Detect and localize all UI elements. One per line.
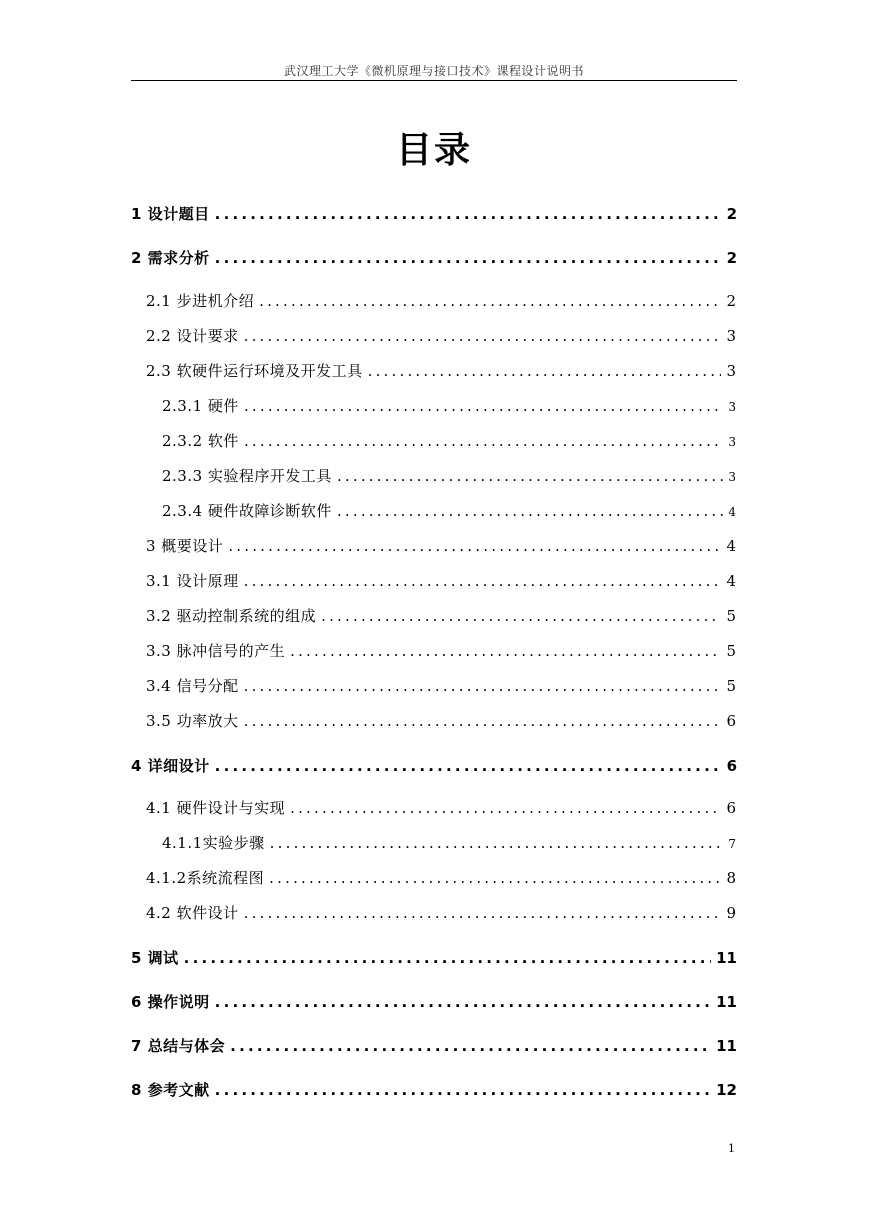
- toc-dot-leader: [290, 799, 721, 817]
- toc-entry-page: 3: [728, 470, 736, 484]
- toc-entry-label: 5 调试: [131, 949, 179, 967]
- toc-entry-page: 11: [716, 949, 737, 967]
- toc-entry-label: 3.4 信号分配: [146, 677, 239, 695]
- toc-dot-leader: [368, 362, 722, 380]
- toc-entry-2-3[interactable]: [146, 360, 736, 381]
- toc-entry-label: 8 参考文献: [131, 1081, 210, 1099]
- toc-entry-page: 2: [726, 205, 737, 223]
- toc-entry-2-1[interactable]: [146, 290, 736, 311]
- toc-entry-page: 4: [726, 572, 736, 590]
- toc-entry-2-3-4[interactable]: [162, 500, 736, 521]
- toc-entry-page: 3: [728, 435, 736, 449]
- toc-entry-2[interactable]: [131, 247, 737, 268]
- toc-entry-page: 5: [726, 642, 736, 660]
- toc-dot-leader: [184, 949, 711, 967]
- toc-entry-3-1[interactable]: [146, 570, 736, 591]
- toc-entry-3-4[interactable]: [146, 675, 736, 696]
- toc-entry-7[interactable]: [131, 1035, 737, 1056]
- toc-entry-3-2[interactable]: [146, 605, 736, 626]
- page-number: 1: [728, 1142, 735, 1155]
- toc-entry-page: 11: [716, 1037, 737, 1055]
- toc-entry-page: 4: [726, 537, 736, 555]
- toc-dot-leader: [215, 205, 722, 223]
- toc-dot-leader: [228, 537, 721, 555]
- toc-entry-page: 11: [716, 993, 737, 1011]
- toc-entry-3-3[interactable]: [146, 640, 736, 661]
- toc-dot-leader: [321, 607, 721, 625]
- toc-entry-label: 2 需求分析: [131, 249, 210, 267]
- toc-entry-label: 2.3 软硬件运行环境及开发工具: [146, 362, 363, 380]
- running-header: 武汉理工大学《微机原理与接口技术》课程设计说明书: [283, 64, 584, 78]
- toc-dot-leader: [215, 757, 722, 775]
- toc-entry-label: 3.2 驱动控制系统的组成: [146, 607, 317, 625]
- toc-dot-leader: [215, 249, 722, 267]
- toc-dot-leader: [337, 467, 723, 485]
- toc-dot-leader: [215, 1081, 711, 1099]
- toc-entry-page: 2: [726, 249, 737, 267]
- toc-entry-label: 2.3.3 实验程序开发工具: [162, 467, 332, 485]
- toc-entry-label: 3.1 设计原理: [146, 572, 239, 590]
- toc-entry-page: 6: [726, 799, 736, 817]
- toc-entry-label: 4 详细设计: [131, 757, 210, 775]
- toc-entry-2-3-1[interactable]: [162, 395, 736, 416]
- toc-dot-leader: [215, 993, 711, 1011]
- toc-entry-2-3-3[interactable]: [162, 465, 736, 486]
- toc-entry-2-2[interactable]: [146, 325, 736, 346]
- toc-entry-label: 4.1.1实验步骤: [162, 834, 265, 852]
- toc-entry-page: 4: [728, 505, 736, 519]
- toc-entry-3[interactable]: [146, 535, 736, 556]
- toc-dot-leader: [244, 572, 722, 590]
- toc-entry-2-3-2[interactable]: [162, 430, 736, 451]
- toc-entry-page: 5: [726, 607, 736, 625]
- toc-dot-leader: [244, 327, 722, 345]
- toc-dot-leader: [244, 432, 723, 450]
- toc-entry-page: 6: [726, 757, 737, 775]
- toc-dot-leader: [337, 502, 723, 520]
- toc-entry-label: 6 操作说明: [131, 993, 210, 1011]
- toc-entry-4-1-2[interactable]: [146, 867, 736, 888]
- toc-entry-label: 3 概要设计: [146, 537, 224, 555]
- toc-entry-label: 1 设计题目: [131, 205, 210, 223]
- toc-dot-leader: [244, 904, 722, 922]
- toc-entry-label: 4.2 软件设计: [146, 904, 239, 922]
- toc-entry-label: 2.3.4 硬件故障诊断软件: [162, 502, 332, 520]
- toc-entry-page: 12: [716, 1081, 737, 1099]
- toc-entry-label: 7 总结与体会: [131, 1037, 226, 1055]
- toc-dot-leader: [244, 712, 722, 730]
- toc-dot-leader: [269, 869, 721, 887]
- toc-entry-page: 5: [726, 677, 736, 695]
- toc-entry-label: 2.1 步进机介绍: [146, 292, 255, 310]
- toc-entry-page: 9: [726, 904, 736, 922]
- toc-entry-page: 8: [726, 869, 736, 887]
- page-title: 目录: [395, 130, 472, 171]
- toc-entry-label: 3.5 功率放大: [146, 712, 239, 730]
- toc-entry-page: 7: [728, 837, 736, 851]
- toc-dot-leader: [290, 642, 721, 660]
- toc-entry-5[interactable]: [131, 947, 737, 968]
- toc-entry-4-1-1[interactable]: [162, 832, 736, 853]
- toc-entry-4[interactable]: [131, 755, 737, 776]
- toc-dot-leader: [244, 677, 722, 695]
- toc-entry-label: 3.3 脉冲信号的产生: [146, 642, 286, 660]
- toc-entry-1[interactable]: [131, 203, 737, 224]
- toc-entry-page: 3: [726, 362, 736, 380]
- toc-entry-label: 4.1 硬件设计与实现: [146, 799, 286, 817]
- toc-entry-page: 6: [726, 712, 736, 730]
- toc-dot-leader: [230, 1037, 711, 1055]
- toc-entry-label: 2.3.1 硬件: [162, 397, 239, 415]
- toc-entry-3-5[interactable]: [146, 710, 736, 731]
- toc-entry-label: 4.1.2系统流程图: [146, 869, 265, 887]
- toc-entry-label: 2.2 设计要求: [146, 327, 239, 345]
- toc-entry-page: 3: [726, 327, 736, 345]
- toc-entry-4-1[interactable]: [146, 797, 736, 818]
- toc-dot-leader: [259, 292, 721, 310]
- toc-entry-page: 2: [726, 292, 736, 310]
- header-divider: [131, 80, 737, 81]
- toc-entry-page: 3: [728, 400, 736, 414]
- toc-entry-6[interactable]: [131, 991, 737, 1012]
- toc-dot-leader: [270, 834, 724, 852]
- toc-entry-label: 2.3.2 软件: [162, 432, 239, 450]
- toc-dot-leader: [244, 397, 723, 415]
- toc-entry-8[interactable]: [131, 1079, 737, 1100]
- toc-entry-4-2[interactable]: [146, 902, 736, 923]
